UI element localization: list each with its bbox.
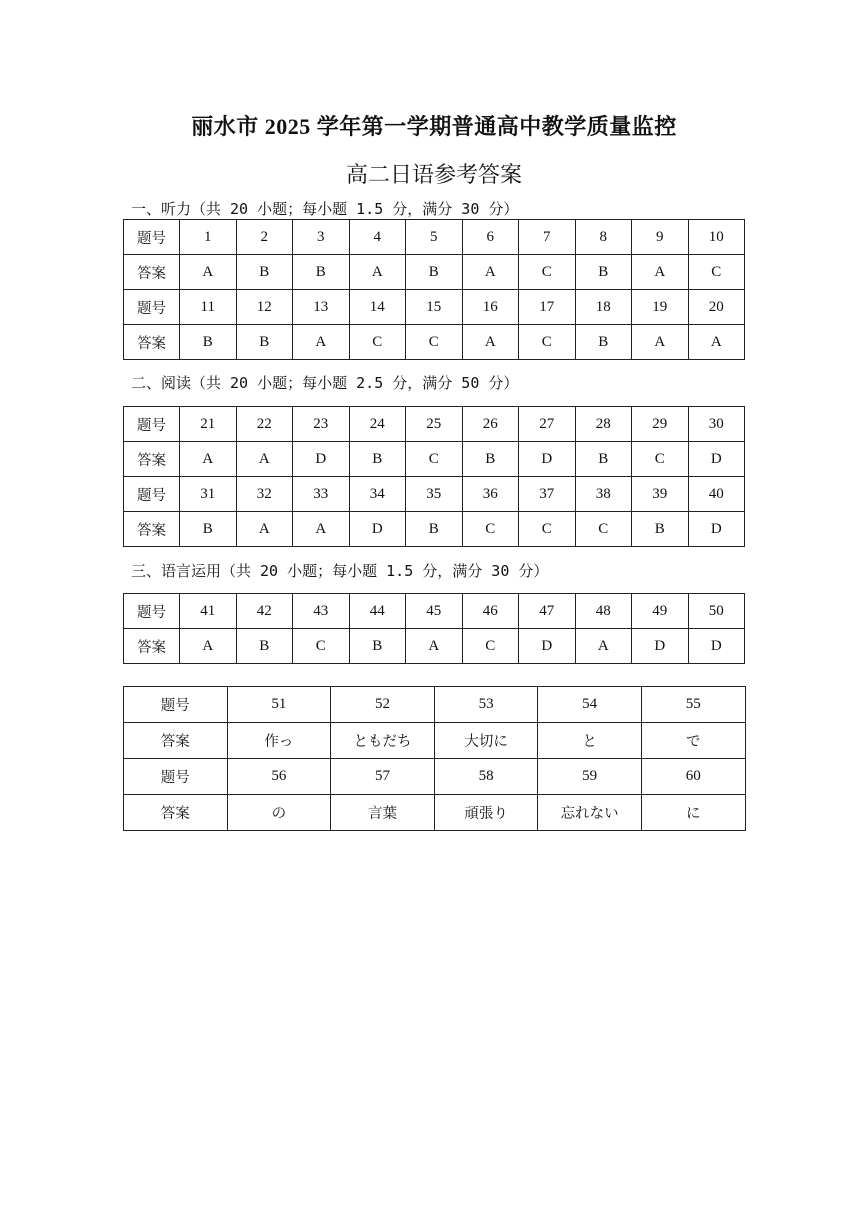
question-number-cell: 34 xyxy=(349,477,406,512)
row-label: 题号 xyxy=(124,407,180,442)
answer-cell: A xyxy=(180,629,237,664)
reading-answer-table xyxy=(123,406,745,547)
answer-row xyxy=(124,512,745,547)
question-number-cell: 42 xyxy=(236,594,293,629)
question-number-cell: 16 xyxy=(462,290,519,325)
question-number-cell: 25 xyxy=(406,407,463,442)
question-number-cell: 44 xyxy=(349,594,406,629)
answer-cell: C xyxy=(519,255,576,290)
question-number-cell: 47 xyxy=(519,594,576,629)
answer-cell: と xyxy=(538,723,642,759)
page-title: 丽水市 2025 学年第一学期普通高中教学质量监控 xyxy=(191,114,677,139)
answer-cell: C xyxy=(293,629,350,664)
answer-cell: A xyxy=(575,629,632,664)
answer-cell: で xyxy=(641,723,745,759)
answer-cell: の xyxy=(227,795,331,831)
answer-cell: A xyxy=(180,255,237,290)
answer-cell: B xyxy=(236,629,293,664)
question-number-cell: 1 xyxy=(180,220,237,255)
row-label: 题号 xyxy=(124,687,228,723)
answer-cell: 頑張り xyxy=(434,795,538,831)
page-subtitle: 高二日语参考答案 xyxy=(345,163,522,188)
question-number-cell: 30 xyxy=(688,407,745,442)
answer-cell: A xyxy=(632,255,689,290)
answer-cell: D xyxy=(349,512,406,547)
answer-cell: A xyxy=(236,512,293,547)
answer-row xyxy=(124,795,746,831)
question-number-cell: 52 xyxy=(331,687,435,723)
question-number-cell: 9 xyxy=(632,220,689,255)
answer-cell: B xyxy=(632,512,689,547)
question-number-cell: 23 xyxy=(293,407,350,442)
question-number-cell: 4 xyxy=(349,220,406,255)
row-label: 题号 xyxy=(124,477,180,512)
answer-cell: B xyxy=(575,255,632,290)
question-number-cell: 48 xyxy=(575,594,632,629)
question-number-cell: 43 xyxy=(293,594,350,629)
answer-cell: 言葉 xyxy=(331,795,435,831)
section-heading-reading: 二、阅读（共 20 小题；每小题 2.5 分，满分 50 分） xyxy=(131,374,519,392)
question-number-cell: 53 xyxy=(434,687,538,723)
question-number-cell: 49 xyxy=(632,594,689,629)
answer-cell: B xyxy=(236,255,293,290)
answer-cell: B xyxy=(236,325,293,360)
answer-row xyxy=(124,723,746,759)
question-number-cell: 13 xyxy=(293,290,350,325)
question-number-cell: 26 xyxy=(462,407,519,442)
answer-cell: B xyxy=(406,255,463,290)
question-number-cell: 17 xyxy=(519,290,576,325)
question-number-row xyxy=(124,220,745,255)
answer-cell: B xyxy=(406,512,463,547)
question-number-cell: 14 xyxy=(349,290,406,325)
question-number-cell: 46 xyxy=(462,594,519,629)
question-number-cell: 51 xyxy=(227,687,331,723)
question-number-cell: 57 xyxy=(331,759,435,795)
question-number-cell: 38 xyxy=(575,477,632,512)
question-number-cell: 39 xyxy=(632,477,689,512)
question-number-row xyxy=(124,290,745,325)
row-label: 题号 xyxy=(124,220,180,255)
answer-cell: B xyxy=(349,442,406,477)
row-label: 答案 xyxy=(124,629,180,664)
row-label: 答案 xyxy=(124,512,180,547)
answer-cell: A xyxy=(688,325,745,360)
language-use-answer-table xyxy=(123,593,745,664)
question-number-cell: 6 xyxy=(462,220,519,255)
answer-cell: C xyxy=(632,442,689,477)
answer-row xyxy=(124,255,745,290)
answer-cell: 忘れない xyxy=(538,795,642,831)
answer-cell: 作っ xyxy=(227,723,331,759)
answer-cell: B xyxy=(462,442,519,477)
question-number-cell: 12 xyxy=(236,290,293,325)
listening-answer-table xyxy=(123,219,745,360)
answer-cell: C xyxy=(462,629,519,664)
question-number-cell: 19 xyxy=(632,290,689,325)
row-label: 答案 xyxy=(124,795,228,831)
answer-row xyxy=(124,325,745,360)
question-number-cell: 40 xyxy=(688,477,745,512)
question-number-cell: 54 xyxy=(538,687,642,723)
answer-cell: A xyxy=(236,442,293,477)
question-number-cell: 29 xyxy=(632,407,689,442)
question-number-cell: 41 xyxy=(180,594,237,629)
section-heading-listening: 一、听力（共 20 小题；每小题 1.5 分，满分 30 分） xyxy=(131,200,519,218)
question-number-cell: 32 xyxy=(236,477,293,512)
answer-cell: B xyxy=(349,629,406,664)
question-number-cell: 20 xyxy=(688,290,745,325)
answer-cell: A xyxy=(462,325,519,360)
answer-cell: A xyxy=(293,512,350,547)
question-number-row xyxy=(124,594,745,629)
answer-cell: 大切に xyxy=(434,723,538,759)
row-label: 答案 xyxy=(124,325,180,360)
question-number-cell: 11 xyxy=(180,290,237,325)
answer-cell: B xyxy=(293,255,350,290)
answer-cell: D xyxy=(688,512,745,547)
fill-in-answer-table xyxy=(123,686,746,831)
question-number-cell: 50 xyxy=(688,594,745,629)
answer-cell: C xyxy=(688,255,745,290)
question-number-cell: 3 xyxy=(293,220,350,255)
answer-cell: A xyxy=(632,325,689,360)
question-number-cell: 27 xyxy=(519,407,576,442)
answer-cell: D xyxy=(519,629,576,664)
answer-cell: A xyxy=(349,255,406,290)
row-label: 题号 xyxy=(124,290,180,325)
answer-cell: A xyxy=(293,325,350,360)
question-number-cell: 5 xyxy=(406,220,463,255)
answer-cell: C xyxy=(575,512,632,547)
question-number-cell: 21 xyxy=(180,407,237,442)
question-number-cell: 45 xyxy=(406,594,463,629)
question-number-cell: 59 xyxy=(538,759,642,795)
question-number-cell: 22 xyxy=(236,407,293,442)
question-number-row xyxy=(124,477,745,512)
answer-cell: B xyxy=(180,512,237,547)
question-number-cell: 18 xyxy=(575,290,632,325)
row-label: 答案 xyxy=(124,442,180,477)
question-number-cell: 2 xyxy=(236,220,293,255)
answer-cell: D xyxy=(519,442,576,477)
row-label: 答案 xyxy=(124,255,180,290)
question-number-cell: 7 xyxy=(519,220,576,255)
answer-cell: ともだち xyxy=(331,723,435,759)
answer-row xyxy=(124,629,745,664)
answer-cell: D xyxy=(632,629,689,664)
question-number-cell: 56 xyxy=(227,759,331,795)
question-number-cell: 55 xyxy=(641,687,745,723)
question-number-cell: 28 xyxy=(575,407,632,442)
answer-cell: C xyxy=(406,442,463,477)
question-number-cell: 33 xyxy=(293,477,350,512)
question-number-cell: 15 xyxy=(406,290,463,325)
question-number-row xyxy=(124,687,746,723)
question-number-cell: 58 xyxy=(434,759,538,795)
question-number-cell: 24 xyxy=(349,407,406,442)
answer-cell: A xyxy=(406,629,463,664)
answer-cell: C xyxy=(519,325,576,360)
question-number-cell: 36 xyxy=(462,477,519,512)
question-number-cell: 8 xyxy=(575,220,632,255)
answer-cell: D xyxy=(688,442,745,477)
answer-cell: D xyxy=(293,442,350,477)
answer-cell: C xyxy=(462,512,519,547)
question-number-cell: 10 xyxy=(688,220,745,255)
section-heading-language-use: 三、语言运用（共 20 小题；每小题 1.5 分，满分 30 分） xyxy=(131,562,549,580)
answer-cell: D xyxy=(688,629,745,664)
answer-cell: A xyxy=(180,442,237,477)
answer-cell: C xyxy=(519,512,576,547)
question-number-cell: 60 xyxy=(641,759,745,795)
row-label: 题号 xyxy=(124,594,180,629)
answer-cell: C xyxy=(349,325,406,360)
question-number-cell: 37 xyxy=(519,477,576,512)
answer-cell: B xyxy=(575,325,632,360)
question-number-cell: 35 xyxy=(406,477,463,512)
answer-cell: B xyxy=(575,442,632,477)
answer-cell: に xyxy=(641,795,745,831)
question-number-cell: 31 xyxy=(180,477,237,512)
row-label: 答案 xyxy=(124,723,228,759)
question-number-row xyxy=(124,407,745,442)
answer-cell: C xyxy=(406,325,463,360)
answer-cell: B xyxy=(180,325,237,360)
question-number-row xyxy=(124,759,746,795)
row-label: 题号 xyxy=(124,759,228,795)
answer-cell: A xyxy=(462,255,519,290)
answer-row xyxy=(124,442,745,477)
